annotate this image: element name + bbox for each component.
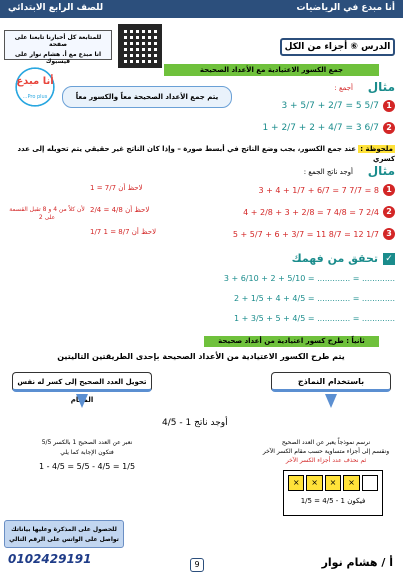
qr-code[interactable]	[118, 24, 162, 68]
note-text: عند جمع الكسور، يجب وضع الناتج في أبسط صورة – وإذا كان الناتج غير حقيقي يتم تحويله إلى عدد كسري	[17, 145, 395, 163]
model-cell: ×	[306, 475, 322, 491]
check-header	[292, 252, 395, 265]
model-cell: ×	[325, 475, 341, 491]
checkmark-icon: ✓	[383, 253, 395, 265]
model-strip	[288, 475, 378, 491]
right-description	[261, 438, 391, 465]
right-desc-2: ونقسم إلى أجزاء متساوية حسب مقام الكسر الآخر	[262, 448, 390, 455]
example2-note-2: لاحظ أن 4/8 = 2/4	[90, 206, 150, 214]
left-description	[12, 438, 162, 472]
page-number: 9	[190, 558, 204, 572]
left-desc-3: 1 - 4/5 = 5/5 - 4/5 = 1/5	[38, 462, 136, 471]
footer-phone[interactable]: 0102429191	[8, 552, 92, 566]
example1-num-1: 1	[383, 100, 395, 112]
method-convert: تحويل العدد الصحيح إلى كسر له نفس المقام	[12, 372, 152, 392]
example2-num-1: 1	[383, 184, 395, 196]
example2-prompt: أوجد ناتج الجمع :	[303, 168, 353, 176]
section2-title: يتم طرح الكسور الاعتيادية من الأعداد الصحيحة بإحدى الطريقتين التاليتين	[57, 352, 345, 361]
promo-line-1: للمتابعة كل أخبارنا تابعنا على صفحة	[14, 34, 102, 48]
header-title: أنا مبدع في الرياضيات	[296, 3, 395, 13]
example1-prompt: أجمع :	[334, 84, 353, 92]
model-cell: ×	[343, 475, 359, 491]
footer-contact-pill[interactable]	[4, 520, 124, 548]
example2-row-2	[243, 206, 395, 218]
model-cell: ×	[288, 475, 304, 491]
logo-text: أنا مبدع	[16, 76, 54, 87]
header-grade: للصف الرابع الابتدائي	[8, 3, 104, 13]
right-desc-3: ثم نحذف عدد أجزاء الكسر الآخر	[285, 457, 367, 464]
note-bubble: يتم جمع الأعداد الصحيحة معاً والكسور معاً	[62, 86, 232, 108]
example1-row-1	[281, 100, 395, 112]
left-desc-2: فتكون الإجابة كما يلي	[60, 449, 114, 456]
brand-logo	[12, 64, 58, 110]
footer-pill-line-1: للحصول على المذكرة وعليها بياناتك	[11, 526, 117, 533]
logo-subtitle: Pro plus...	[22, 94, 48, 100]
model-result: فيكون 1 - 4/5 = 1/5	[300, 497, 366, 505]
note-label: ملحوظة :	[360, 145, 393, 153]
section-bar: جمع الكسور الاعتيادية مع الأعداد الصحيحة	[164, 64, 379, 76]
example1-label: مثال	[367, 80, 395, 94]
example2-note-1: لاحظ أن 7/7 = 1	[90, 184, 143, 192]
page-header	[0, 0, 403, 18]
example1-row-2	[262, 122, 395, 134]
example2-left-1: 3 + 4 + 1/7 + 6/7 = 7 7/7 = 8	[258, 185, 379, 195]
example1-expr-1: 3 + 5/7 + 2/7 = 5 5/7	[281, 101, 379, 111]
promo-box	[4, 30, 112, 65]
example2-side-note: لأن كلاً من 4 و 8 تقبل القسمة على 2	[9, 206, 85, 221]
note	[7, 144, 395, 164]
example2-row-3	[233, 228, 395, 240]
model-cell	[362, 475, 378, 491]
check-row-2[interactable]: 2 + 1/5 + 4 + 4/5 = ............. = .............	[234, 294, 395, 303]
example1-num-2: 2	[383, 122, 395, 134]
footer-pill-line-2: تواصل على الواتس على الرقم التالي	[9, 536, 119, 543]
promo-line-2: انا مبدع مع أ. هشام نوار على فيسبوك	[14, 51, 102, 65]
example1-expr-2: 1 + 2/7 + 2 + 4/7 = 3 6/7	[262, 123, 379, 133]
arrow-down-icon-right	[325, 394, 337, 408]
example2-left-2: 4 + 2/8 + 3 + 2/8 = 7 4/8 = 7 2/4	[243, 207, 379, 217]
example2-note-3: لاحظ أن 8/7 = 1 1/7	[90, 228, 157, 236]
example2-left-3: 5 + 5/7 + 6 + 3/7 = 11 8/7 = 12 1/7	[232, 229, 379, 239]
method-models: باستخدام النماذج	[271, 372, 391, 392]
problem: أوجد ناتج 1 - 4/5	[162, 418, 228, 428]
example2-row-1	[259, 184, 395, 196]
right-desc-1: نرسم نموذجاً يعبر عن العدد الصحيح	[281, 439, 371, 446]
left-desc-1: نعبر عن العدد الصحيح 1 بالكسر 5/5	[41, 439, 133, 446]
section2-bar: ثانياً : طرح كسور اعتيادية من أعداد صحيحة	[204, 336, 379, 347]
check-row-3[interactable]: 1 + 3/5 + 5 + 4/5 = ............. = .............	[234, 314, 395, 323]
arrow-down-icon-left	[76, 394, 88, 408]
lesson-title: الدرس ⑥ أجزاء من الكل	[280, 38, 395, 56]
check-row-1[interactable]: 3 + 6/10 + 2 + 5/10 = ............. = .............	[223, 274, 395, 283]
example2-num-2: 2	[383, 206, 395, 218]
check-title: تحقق من فهمك	[291, 252, 378, 265]
footer-author: أ / هشام نوار	[321, 556, 393, 569]
fraction-model	[283, 470, 383, 516]
example2-num-3: 3	[383, 228, 395, 240]
example2-label: مثال	[367, 164, 395, 178]
